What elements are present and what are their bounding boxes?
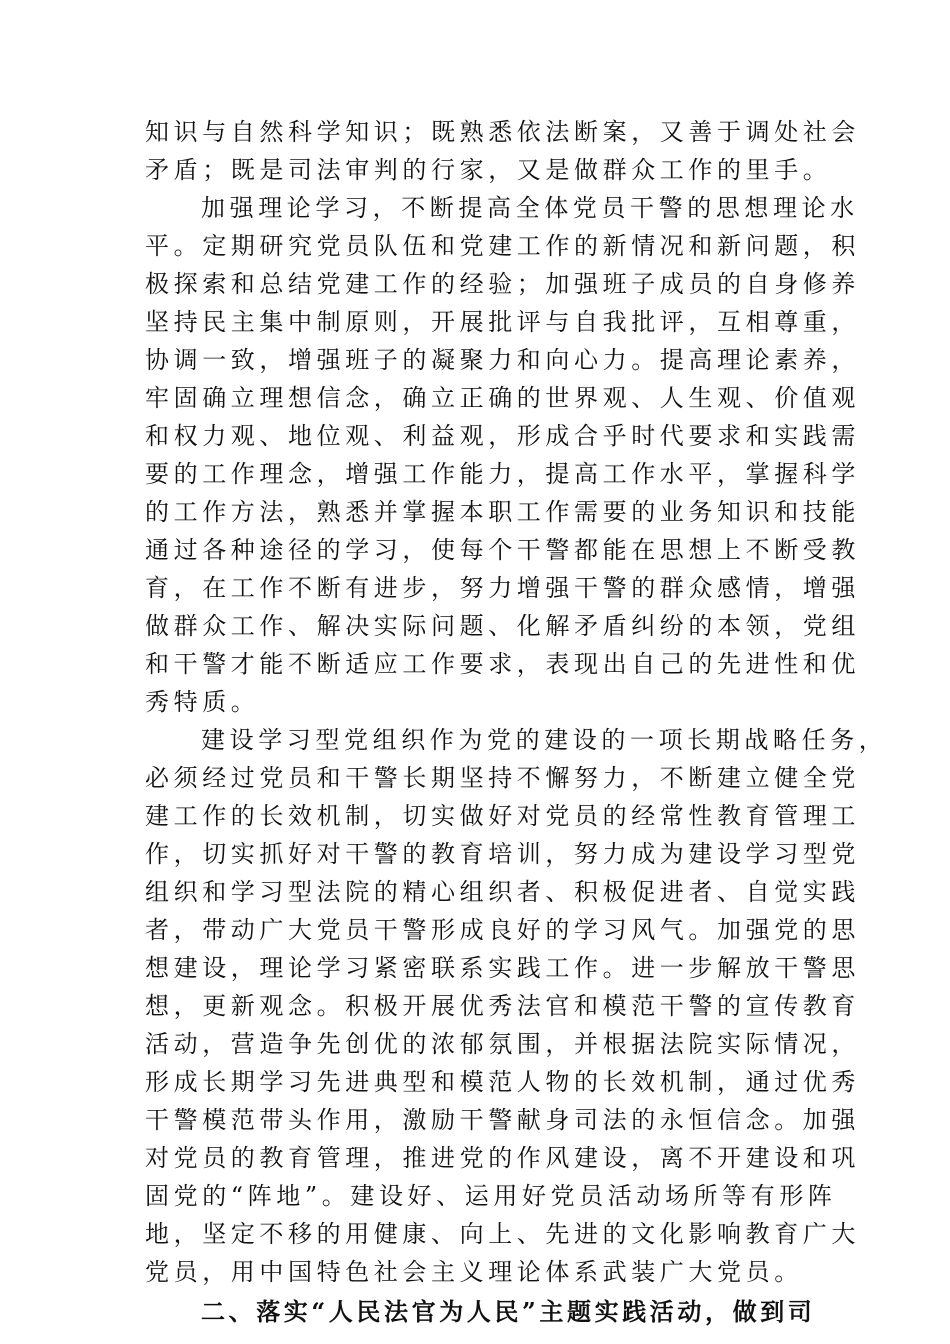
text-line: 建工作的长效机制，切实做好对党员的经常性教育管理工: [145, 802, 860, 830]
text-line: 活动，营造争先创优的浓郁氛围，并根据法院实际情况，: [145, 1030, 860, 1058]
text-line: 固党的“阵地”。建设好、运用好党员活动场所等有形阵: [145, 1182, 837, 1210]
paragraph-start-line: 建设学习型党组织作为党的建设的一项长期战略任务，: [201, 726, 888, 754]
text-line: 秀特质。: [145, 688, 260, 716]
text-line: 组织和学习型法院的精心组织者、积极促进者、自觉实践: [145, 878, 860, 906]
text-line: 的工作方法，熟悉并掌握本职工作需要的业务知识和技能: [145, 498, 860, 526]
text-line: 育，在工作不断有进步，努力增强干警的群众感情，增强: [145, 574, 860, 602]
text-line: 形成长期学习先进典型和模范人物的长效机制，通过优秀: [145, 1068, 860, 1096]
text-line: 想建设，理论学习紧密联系实践工作。进一步解放干警思: [145, 954, 860, 982]
text-line: 矛盾；既是司法审判的行家，又是做群众工作的里手。: [145, 156, 832, 184]
text-line: 协调一致，增强班子的凝聚力和向心力。提高理论素养，: [145, 346, 860, 374]
text-line: 平。定期研究党员队伍和党建工作的新情况和新问题，积: [145, 232, 860, 260]
text-line: 和权力观、地位观、利益观，形成合乎时代要求和实践需: [145, 422, 860, 450]
text-line: 党员，用中国特色社会主义理论体系武装广大党员。: [145, 1258, 803, 1286]
text-line: 作，切实抓好对干警的教育培训，努力成为建设学习型党: [145, 840, 860, 868]
text-line: 干警模范带头作用，激励干警献身司法的永恒信念。加强: [145, 1106, 860, 1134]
text-line: 知识与自然科学知识；既熟悉依法断案，又善于调处社会: [145, 118, 860, 146]
text-line: 必须经过党员和干警长期坚持不懈努力，不断建立健全党: [145, 764, 860, 792]
text-line: 做群众工作、解决实际问题、化解矛盾纠纷的本领，党组: [145, 612, 860, 640]
section-heading: 二、落实“人民法官为人民”主题实践活动，做到司: [201, 1297, 816, 1326]
text-line: 和干警才能不断适应工作要求，表现出自己的先进性和优: [145, 650, 860, 678]
document-body: [145, 113, 888, 1331]
text-line: 者，带动广大党员干警形成良好的学习风气。加强党的思: [145, 916, 860, 944]
text-line: 地，坚定不移的用健康、向上、先进的文化影响教育广大: [145, 1220, 860, 1248]
text-line: 想，更新观念。积极开展优秀法官和模范干警的宣传教育: [145, 992, 860, 1020]
text-line: 通过各种途径的学习，使每个干警都能在思想上不断受教: [145, 536, 860, 564]
text-line: 极探索和总结党建工作的经验；加强班子成员的自身修养: [145, 270, 860, 298]
text-line: 牢固确立理想信念，确立正确的世界观、人生观、价值观: [145, 384, 860, 412]
text-line: 要的工作理念，增强工作能力，提高工作水平，掌握科学: [145, 460, 860, 488]
text-line: 对党员的教育管理，推进党的作风建设，离不开建设和巩: [145, 1144, 860, 1172]
paragraph-start-line: 加强理论学习，不断提高全体党员干警的思想理论水: [201, 194, 859, 222]
text-line: 坚持民主集中制原则，开展批评与自我批评，互相尊重，: [145, 308, 860, 336]
